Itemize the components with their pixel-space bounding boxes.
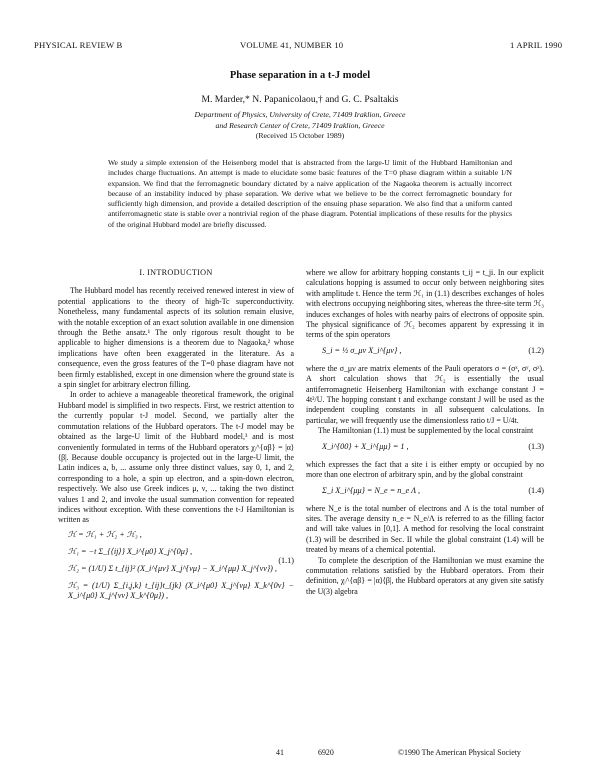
section-heading: I. INTRODUCTION: [139, 268, 213, 277]
equation-1-2: [306, 346, 544, 359]
body-paragraph: which expresses the fact that a site i is either empty or occupied by no more than one electron of arbitrary spin, and by the global constraint: [306, 459, 544, 480]
footer-volume: 41: [276, 748, 284, 757]
right-column: [306, 268, 544, 597]
equation-body: S_i = ½ σ_μν X_i^{μν} ,: [322, 345, 402, 355]
left-column: [58, 268, 294, 602]
intro-paragraph-2: In order to achieve a manageable theoretical framework, the original Hubbard model is simplified in two respects. First, we restrict attention to the currently popular t-J model. Second, we partially alter the commutation relations of the Hubbard operators. The t-J model may be obtained as the large-U limit of the Hubbard model,³ and is most conveniently formulated in terms of the Hubbard operators χᵢ^{αβ} = |α⟩⟨β|. Because double occupancy is projected out in the large-U limit, the Latin indices a, b, ... assume only three distinct values, say 0, 1, and 2, corresponding to a hole, a spin up electron, and a spin-down electron, respectively. We also use Greek indices μ, ν, ... taking the two distinct values 1 and 2, and invoke the usual summation convention for repeated indices without exception. With these conventions the t-J Hamiltonian is written as: [58, 390, 294, 525]
equation-body: Σ_i X_i^{μμ} = N_e = n_e Λ ,: [322, 485, 421, 495]
equation-line: ℋ₃ = (1/U) Σ_{i,j,k} t_{ij}t_{jk} (X_i^{μ0} X_j^{νμ} X_k^{0ν} − X_i^{μ0} X_j^{νν} X_k^{0μ}) ,: [68, 580, 294, 601]
equation-1-1: [58, 529, 294, 601]
equation-number: (1.3): [528, 441, 544, 451]
body-paragraph: To complete the description of the Hamiltonian we must examine the commutation relations satisfied by the Hubbard operators. From their definition, χᵢ^{αβ} = |α⟩⟨β|, the Hubbard operators at any given site satisfy the U(3) algebra: [306, 555, 544, 596]
affiliation-line-1: Department of Physics, University of Crete, 71409 Iraklion, Greece: [194, 110, 406, 119]
equation-body: X_i^{00} + X_i^{μμ} = 1 ,: [322, 441, 409, 451]
equation-1-3: [306, 442, 544, 455]
paper-title: Phase separation in a t-J model: [229, 70, 371, 81]
affiliation-line-2: and Research Center of Crete, 71409 Iraklion, Greece: [215, 121, 385, 130]
volume-number: VOLUME 41, NUMBER 10: [240, 40, 344, 50]
equation-1-4: [306, 486, 544, 499]
received-date: (Received 15 October 1989): [255, 131, 345, 140]
equation-line: ℋ = ℋ₁ + ℋ₂ + ℋ₃ ,: [68, 529, 142, 539]
body-paragraph: The Hamiltonian (1.1) must be supplemented by the local constraint: [318, 426, 534, 436]
journal-name: PHYSICAL REVIEW B: [34, 40, 123, 50]
equation-line: ℋ₂ = (1/U) Σ t_{ij}² (X_i^{μν} X_j^{νμ} − X_i^{μμ} X_j^{νν}) ,: [68, 563, 277, 573]
equation-number: (1.4): [528, 485, 544, 495]
copyright: ©1990 The American Physical Society: [398, 748, 521, 757]
equation-number: (1.1): [278, 555, 294, 565]
page-number: 6920: [318, 748, 334, 757]
equation-line: ℋ₁ = −t Σ_{⟨ij⟩} X_i^{μ0} X_j^{0μ} ,: [68, 546, 193, 556]
intro-paragraph-1: The Hubbard model has recently received renewed interest in view of potential applications to the theory of high-Tc superconductivity. Nonetheless, many fundamental aspects of its solution remain elusive, with the notable exception of an exact solution available in one dimension through the Bethe ansatz.¹ The only rigorous result thought to be applicable to higher dimensions is a theorem due to Nagaoka,² whose implications have often been exaggerated in the literature. As a consequence, even the gross features of the T=0 phase diagram have not been firmly established, except in one dimension where the ground state is a spin singlet for arbitrary electron filling.: [58, 286, 294, 390]
issue-date: 1 APRIL 1990: [510, 40, 563, 50]
equation-number: (1.2): [528, 345, 544, 355]
body-paragraph: where the σ_μν are matrix elements of the Pauli operators σ = (σˣ, σʸ, σᶻ). A short calculation shows that ℋ₂ is essentially the usual antiferromagnetic Heisenberg Hamiltonian with exchange constant J = 4t²/U. The hopping constant t and exchange constant J will be used as the independent coupling constants in all subsequent calculations. In particular, we will frequently use the dimensionless ratio t/J = U/4t.: [306, 363, 544, 425]
abstract: We study a simple extension of the Heisenberg model that is abstracted from the large-U limit of the Hubbard Hamiltonian and includes charge fluctuations. An attempt is made to elucidate some basic features of the T=0 phase diagram within a suitable 1/N expansion. We find that the ferromagnetic boundary dictated by a naive application of the Nagaoka theorem is actually incorrect because of an instability induced by phase separation. We derive what we believe to be the correct ferromagnetic boundary for sufficiently high dimension, and provide a detailed description of the ensuing phase separation. We also find that a uniform canted antiferromagnetic state is stable over a nontrivial region of the phase diagram. Potential implications of these results for the physics of the original Hubbard model are briefly discussed.: [108, 158, 512, 229]
body-paragraph: where we allow for arbitrary hopping constants t_ij = t_ji. In our explicit calculations hopping is assumed to occur only between neighboring sites with amplitude t. Hence the term ℋ₁ in (1.1) describes exchanges of holes with electrons occupying neighboring sites, whereas the three-site term ℋ₃ induces exchanges of holes with nearby pairs of electrons of opposite spin. The physical significance of ℋ₂ becomes apparent by expressing it in terms of the spin operators: [306, 268, 544, 340]
body-paragraph: where N_e is the total number of electrons and Λ is the total number of sites. The average density n_e = N_e/Λ is referred to as the filling factor and will take values in [0,1]. A method for resolving the local constraint (1.3) will be described in Sec. II while the global constraint (1.4) will be treated by means of a chemical potential.: [306, 503, 544, 555]
author-list: M. Marder,* N. Papanicolaou,† and G. C. Psaltakis: [201, 94, 399, 105]
